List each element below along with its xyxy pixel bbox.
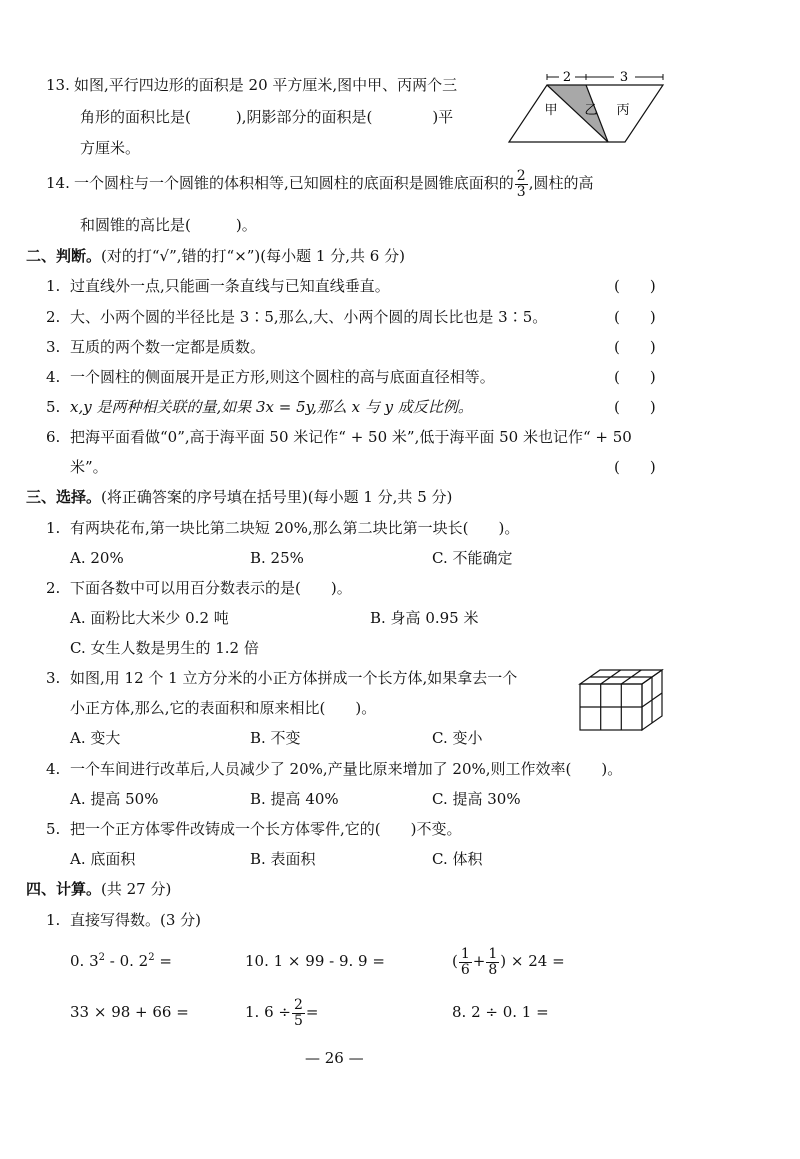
section3-note: (将正确答案的序号填在括号里)(每小题 1 分,共 5 分) xyxy=(101,488,453,506)
choice-q5-option-a[interactable]: A. 底面积 xyxy=(70,850,136,868)
q14-fraction-numerator: 2 xyxy=(516,167,526,184)
q14-line1-part-b: ,圆柱的高 xyxy=(528,174,594,192)
choice-q4-option-b[interactable]: B. 提高 40% xyxy=(250,790,339,808)
calc-e3-fraction-1-numerator: 1 xyxy=(460,945,470,962)
section2-heading xyxy=(26,245,405,267)
figure-length-left: 2 xyxy=(562,70,572,85)
choice-q3-option-c[interactable]: C. 变小 xyxy=(432,729,483,747)
calc-e3-fraction-1 xyxy=(459,947,472,978)
judge-item-5-number: 5. xyxy=(46,398,61,416)
choice-q4-number: 4. xyxy=(46,760,61,778)
figure-label-yi: 乙 xyxy=(584,103,598,118)
judge-item-6-text: 把海平面看做“0”,高于海平面 50 米记作“ + 50 米”,低于海平面 50 米也记作“ + 50 xyxy=(70,428,632,446)
calc-e1-exponent-2: 2 xyxy=(148,952,155,963)
judge-item-4-text: 一个圆柱的侧面展开是正方形,则这个圆柱的高与底面直径相等。 xyxy=(70,368,495,386)
choice-q4-text: 一个车间进行改革后,人员减少了 20%,产量比原来增加了 20%,则工作效率( )。 xyxy=(70,760,623,778)
q14-fraction xyxy=(515,169,528,200)
judge-item-6-answer[interactable]: ( ) xyxy=(614,458,656,476)
choice-q3-option-a[interactable]: A. 变大 xyxy=(70,729,121,747)
calc-e3-plus: + xyxy=(472,952,486,970)
calc-e3-close: ) × 24 = xyxy=(500,952,565,970)
choice-q5-text: 把一个正方体零件改铸成一个长方体零件,它的( )不变。 xyxy=(70,820,462,838)
page-number: — 26 — xyxy=(305,1049,364,1067)
judge-item-1-text: 过直线外一点,只能画一条直线与已知直线垂直。 xyxy=(70,277,390,295)
section2-note: (对的打“√”,错的打“×”)(每小题 1 分,共 6 分) xyxy=(101,247,405,265)
q13-line3: 方厘米。 xyxy=(80,139,141,157)
choice-q5-option-b[interactable]: B. 表面积 xyxy=(250,850,316,868)
calc-e3-fraction-2-denominator: 8 xyxy=(488,961,498,978)
calc-expression-4: 33 × 98 + 66 = xyxy=(70,1003,189,1021)
judge-item-1-number: 1. xyxy=(46,277,61,295)
section2-title: 二、判断。 xyxy=(26,247,102,265)
figure-label-bing: 丙 xyxy=(616,103,630,118)
choice-q2-option-c[interactable]: C. 女生人数是男生的 1.2 倍 xyxy=(70,639,259,657)
section4-title: 四、计算。 xyxy=(26,880,102,898)
calc-e5-fraction xyxy=(292,998,305,1029)
calc-expression-1 xyxy=(70,950,172,972)
q13-line2: 角形的面积比是( ),阴影部分的面积是( )平 xyxy=(80,108,454,126)
judge-item-2-number: 2. xyxy=(46,308,61,326)
calc-e5-fraction-denominator: 5 xyxy=(293,1012,303,1029)
judge-item-5-text: x,y 是两种相关联的量,如果 3x = 5y,那么 x 与 y 成反比例。 xyxy=(70,398,473,416)
calc-e3-fraction-2 xyxy=(486,947,499,978)
calc-expression-3 xyxy=(452,942,565,980)
calc-e1-part-a: 0. 3 xyxy=(70,952,99,970)
calc-e1-exponent-1: 2 xyxy=(98,952,105,963)
q14-line1-part-a: 一个圆柱与一个圆锥的体积相等,已知圆柱的底面积是圆锥底面积的 xyxy=(74,174,514,192)
cuboid-figure xyxy=(574,664,674,736)
figure-label-jia: 甲 xyxy=(544,103,558,118)
calc-q1-text: 直接写得数。(3 分) xyxy=(70,911,202,929)
calc-e1-part-c: = xyxy=(154,952,172,970)
q14-number: 14. xyxy=(46,174,70,192)
choice-q1-option-a[interactable]: A. 20% xyxy=(70,549,124,567)
choice-q1-option-b[interactable]: B. 25% xyxy=(250,549,304,567)
judge-item-6-continuation: 米”。 xyxy=(70,458,108,476)
choice-q2-text: 下面各数中可以用百分数表示的是( )。 xyxy=(70,579,352,597)
calc-e5-part-b: = xyxy=(305,1003,319,1021)
figure-length-right: 3 xyxy=(619,70,629,85)
judge-item-2-text: 大、小两个圆的半径比是 3∶5,那么,大、小两个圆的周长比也是 3∶5。 xyxy=(70,308,548,326)
q14-line2: 和圆锥的高比是( )。 xyxy=(80,216,257,234)
section3-title: 三、选择。 xyxy=(26,488,102,506)
choice-q5-option-c[interactable]: C. 体积 xyxy=(432,850,483,868)
choice-q5-number: 5. xyxy=(46,820,61,838)
q14-line1 xyxy=(74,165,593,201)
calc-e3-fraction-2-numerator: 1 xyxy=(488,945,498,962)
calc-e5-fraction-numerator: 2 xyxy=(293,996,303,1013)
calc-e3-open-paren: ( xyxy=(452,952,458,970)
judge-item-6-number: 6. xyxy=(46,428,61,446)
calc-e3-fraction-1-denominator: 6 xyxy=(460,961,470,978)
section4-heading xyxy=(26,878,171,900)
choice-q3-line2: 小正方体,那么,它的表面积和原来相比( )。 xyxy=(70,699,377,717)
choice-q2-number: 2. xyxy=(46,579,61,597)
choice-q1-option-c[interactable]: C. 不能确定 xyxy=(432,549,513,567)
choice-q3-option-b[interactable]: B. 不变 xyxy=(250,729,301,747)
judge-item-2-answer[interactable]: ( ) xyxy=(614,308,656,326)
calc-e5-part-a: 1. 6 ÷ xyxy=(245,1003,291,1021)
parallelogram-figure xyxy=(505,66,675,148)
calc-q1-number: 1. xyxy=(46,911,61,929)
judge-item-3-text: 互质的两个数一定都是质数。 xyxy=(70,338,266,356)
q14-fraction-denominator: 3 xyxy=(516,183,526,200)
choice-q1-text: 有两块花布,第一块比第二块短 20%,那么第二块比第一块长( )。 xyxy=(70,519,520,537)
q13-number: 13. xyxy=(46,76,70,94)
calc-expression-2: 10. 1 × 99 - 9. 9 = xyxy=(245,952,385,970)
choice-q4-option-a[interactable]: A. 提高 50% xyxy=(70,790,159,808)
judge-item-3-answer[interactable]: ( ) xyxy=(614,338,656,356)
calc-expression-6: 8. 2 ÷ 0. 1 = xyxy=(452,1003,549,1021)
judge-item-5-answer[interactable]: ( ) xyxy=(614,398,656,416)
judge-item-4-number: 4. xyxy=(46,368,61,386)
calc-e1-part-b: - 0. 2 xyxy=(105,952,149,970)
choice-q3-number: 3. xyxy=(46,669,61,687)
choice-q1-number: 1. xyxy=(46,519,61,537)
choice-q4-option-c[interactable]: C. 提高 30% xyxy=(432,790,521,808)
choice-q3-line1: 如图,用 12 个 1 立方分米的小正方体拼成一个长方体,如果拿去一个 xyxy=(70,669,518,687)
q13-line1: 如图,平行四边形的面积是 20 平方厘米,图中甲、丙两个三 xyxy=(74,76,458,94)
section4-note: (共 27 分) xyxy=(101,880,172,898)
choice-q2-option-a[interactable]: A. 面粉比大米少 0.2 吨 xyxy=(70,609,229,627)
judge-item-3-number: 3. xyxy=(46,338,61,356)
judge-item-4-answer[interactable]: ( ) xyxy=(614,368,656,386)
choice-q2-option-b[interactable]: B. 身高 0.95 米 xyxy=(370,609,479,627)
judge-item-1-answer[interactable]: ( ) xyxy=(614,277,656,295)
section3-heading xyxy=(26,486,452,508)
calc-expression-5 xyxy=(245,993,318,1031)
